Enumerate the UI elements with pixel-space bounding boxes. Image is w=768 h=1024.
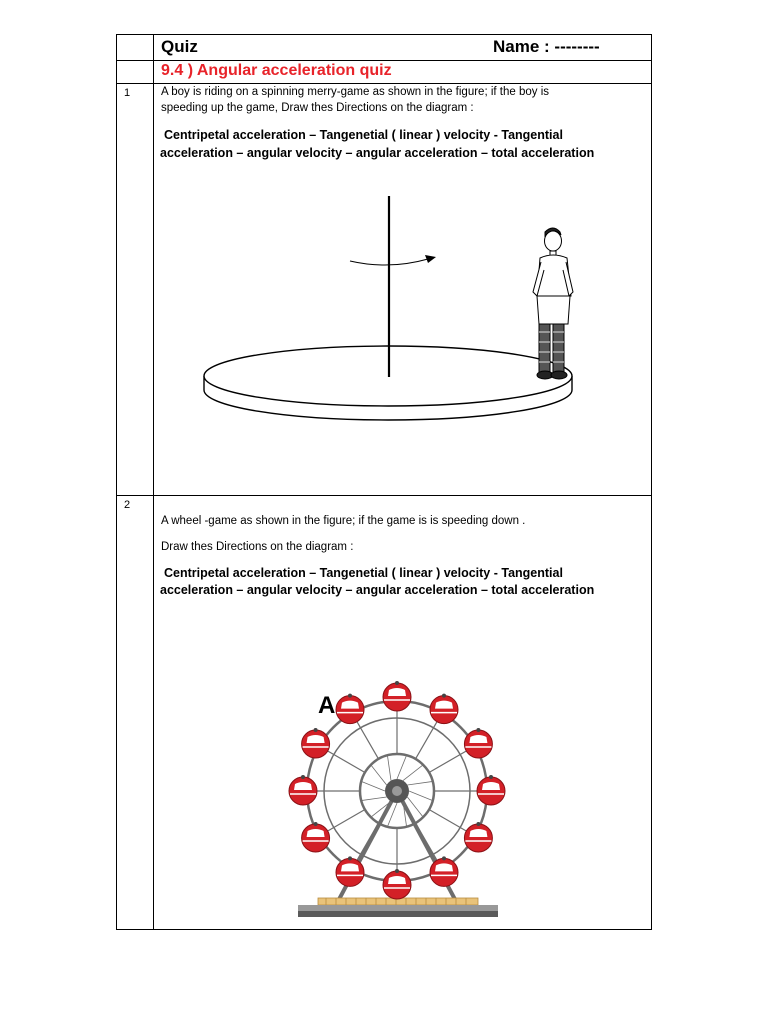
quiz-label: Quiz [161, 37, 198, 56]
question-row-divider [117, 495, 651, 496]
question-2-text-line-1: A wheel -game as shown in the figure; if the game is is speeding down . [161, 515, 526, 527]
quiz-table [116, 34, 652, 930]
header-row-divider [117, 60, 651, 61]
question-1-text-line-2: speeding up the game, Draw thes Directions on the diagram : [161, 102, 474, 114]
question-2-terms-line-2: acceleration – angular velocity – angular acceleration – total acceleration [160, 583, 595, 597]
name-field[interactable]: Name : -------- [493, 37, 600, 56]
question-1-terms-line-1: Centripetal acceleration – Tangenetial ( linear ) velocity - Tangential [164, 128, 563, 142]
question-1-text-line-1: A boy is riding on a spinning merry-game as shown in the figure; if the boy is [161, 86, 550, 98]
number-column-divider [153, 35, 154, 929]
question-1-terms-line-2: acceleration – angular velocity – angular acceleration – total acceleration [160, 146, 595, 160]
figure-label-a: A [318, 692, 336, 719]
question-1-number: 1 [124, 87, 131, 99]
page-title: 9.4 ) Angular acceleration quiz [161, 62, 392, 79]
question-2-number: 2 [124, 499, 131, 511]
question-2-terms-line-1: Centripetal acceleration – Tangenetial ( linear ) velocity - Tangential [164, 566, 563, 580]
question-2-text-line-2: Draw thes Directions on the diagram : [161, 541, 354, 553]
